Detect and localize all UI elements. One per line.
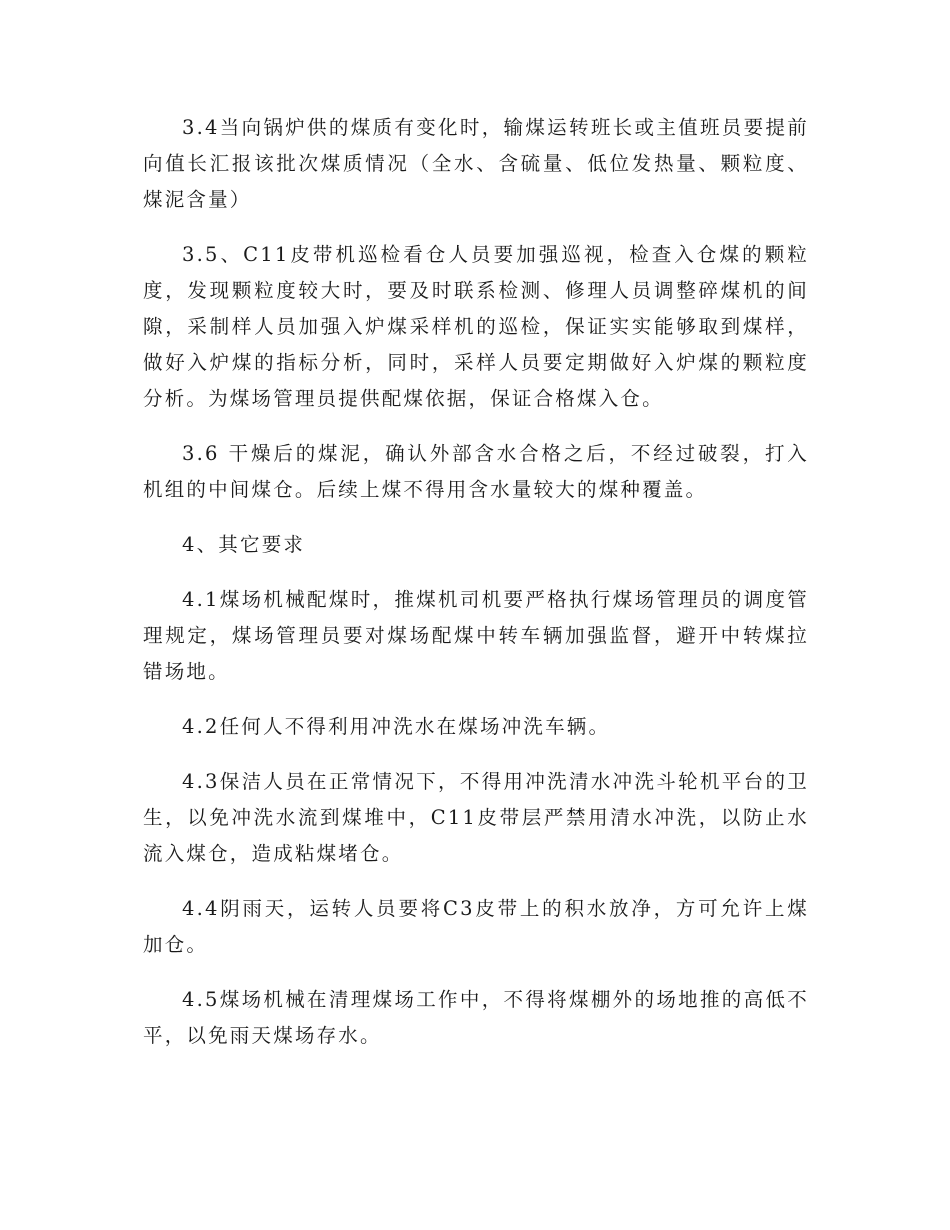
paragraph-3-6: 3.6 干燥后的煤泥，确认外部含水合格之后，不经过破裂，打入机组的中间煤仓。后续上煤不得用含水量较大的煤种覆盖。 xyxy=(143,442,809,501)
paragraph-3-4: 3.4当向锅炉供的煤质有变化时，输煤运转班长或主值班员要提前向值长汇报该批次煤质情况（全水、含硫量、低位发热量、颗粒度、煤泥含量） xyxy=(143,116,809,211)
paragraph-4-5: 4.5煤场机械在清理煤场工作中，不得将煤棚外的场地推的高低不平，以免雨天煤场存水。 xyxy=(143,988,809,1047)
paragraph-4-2: 4.2任何人不得利用冲洗水在煤场冲洗车辆。 xyxy=(182,715,611,738)
paragraph-3-5: 3.5、C11皮带机巡检看仓人员要加强巡视，检查入仓煤的颗粒度，发现颗粒度较大时，要及时联系检测、修理人员调整碎煤机的间隙，采制样人员加强入炉煤采样机的巡检，保证实实能够取到煤样，做好入炉煤的指标分析，同时，采样人员要定期做好入炉煤的颗粒度分析。为煤场管理员提供配煤依据，保证合格煤入仓。 xyxy=(143,243,809,410)
paragraph-4-1: 4.1煤场机械配煤时，推煤机司机要严格执行煤场管理员的调度管理规定，煤场管理员要对煤场配煤中转车辆加强监督，避开中转煤拉错场地。 xyxy=(143,588,809,683)
document-body xyxy=(143,110,809,1073)
paragraph-4-4: 4.4阴雨天，运转人员要将C3皮带上的积水放净，方可允许上煤加仓。 xyxy=(143,897,809,956)
section-heading-4: 4、其它要求 xyxy=(182,533,306,556)
paragraph-4-3: 4.3保洁人员在正常情况下，不得用冲洗清水冲洗斗轮机平台的卫生，以免冲洗水流到煤堆中，C11皮带层严禁用清水冲洗，以防止水流入煤仓，造成粘煤堵仓。 xyxy=(143,770,809,865)
